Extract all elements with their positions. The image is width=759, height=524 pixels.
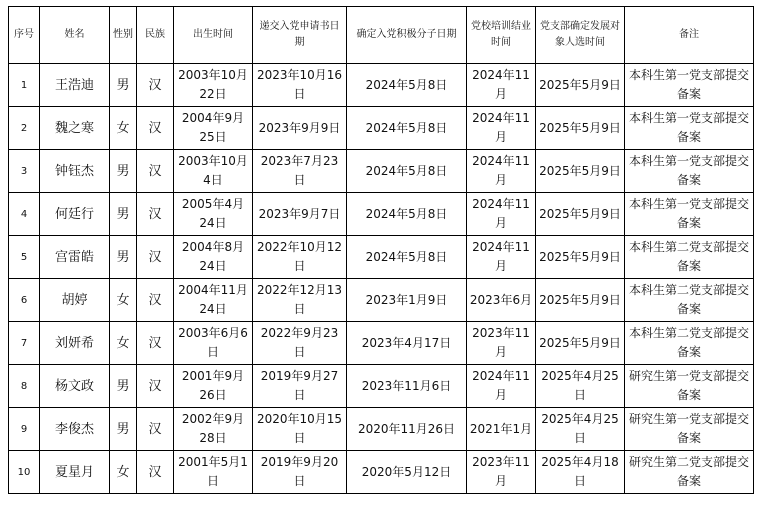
table-row	[9, 107, 754, 150]
cell-note: 本科生第一党支部提交备案	[625, 150, 754, 193]
cell-birth-date: 2003年10月22日	[174, 64, 253, 107]
table-header	[9, 7, 754, 64]
cell-training-date: 2024年11月	[467, 150, 536, 193]
cell-activist-date: 2023年4月17日	[347, 322, 467, 365]
cell-birth-date: 2001年9月26日	[174, 365, 253, 408]
table-row	[9, 322, 754, 365]
cell-application-date: 2019年9月27日	[253, 365, 347, 408]
cell-training-date: 2024年11月	[467, 64, 536, 107]
cell-birth-date: 2003年10月4日	[174, 150, 253, 193]
cell-name: 何廷行	[40, 193, 110, 236]
cell-ethnicity: 汉	[137, 193, 174, 236]
cell-note: 本科生第一党支部提交备案	[625, 107, 754, 150]
cell-development-date: 2025年5月9日	[536, 322, 625, 365]
cell-development-date: 2025年5月9日	[536, 236, 625, 279]
cell-index: 1	[9, 64, 40, 107]
cell-activist-date: 2024年5月8日	[347, 107, 467, 150]
cell-gender: 女	[110, 451, 137, 494]
cell-birth-date: 2005年4月24日	[174, 193, 253, 236]
cell-application-date: 2022年12月13日	[253, 279, 347, 322]
cell-training-date: 2023年11月	[467, 322, 536, 365]
cell-name: 魏之寒	[40, 107, 110, 150]
header-activist: 确定入党积极分子日期	[347, 7, 467, 64]
cell-name: 王浩迪	[40, 64, 110, 107]
cell-activist-date: 2024年5月8日	[347, 150, 467, 193]
cell-birth-date: 2002年9月28日	[174, 408, 253, 451]
table-row	[9, 193, 754, 236]
cell-activist-date: 2020年5月12日	[347, 451, 467, 494]
cell-application-date: 2023年10月16日	[253, 64, 347, 107]
cell-note: 本科生第二党支部提交备案	[625, 322, 754, 365]
cell-name: 李俊杰	[40, 408, 110, 451]
cell-activist-date: 2020年11月26日	[347, 408, 467, 451]
header-name: 姓名	[40, 7, 110, 64]
cell-index: 3	[9, 150, 40, 193]
cell-ethnicity: 汉	[137, 279, 174, 322]
cell-index: 8	[9, 365, 40, 408]
cell-note: 研究生第二党支部提交备案	[625, 451, 754, 494]
cell-application-date: 2019年9月20日	[253, 451, 347, 494]
cell-index: 2	[9, 107, 40, 150]
cell-training-date: 2024年11月	[467, 107, 536, 150]
header-training: 党校培训结业时间	[467, 7, 536, 64]
cell-name: 夏星月	[40, 451, 110, 494]
cell-gender: 男	[110, 64, 137, 107]
cell-application-date: 2023年9月7日	[253, 193, 347, 236]
cell-application-date: 2023年7月23日	[253, 150, 347, 193]
table-row	[9, 408, 754, 451]
cell-development-date: 2025年4月18日	[536, 451, 625, 494]
cell-ethnicity: 汉	[137, 64, 174, 107]
cell-development-date: 2025年5月9日	[536, 279, 625, 322]
cell-training-date: 2024年11月	[467, 236, 536, 279]
table-row	[9, 64, 754, 107]
cell-training-date: 2023年6月	[467, 279, 536, 322]
cell-birth-date: 2004年8月24日	[174, 236, 253, 279]
cell-training-date: 2024年11月	[467, 365, 536, 408]
cell-ethnicity: 汉	[137, 107, 174, 150]
cell-development-date: 2025年4月25日	[536, 365, 625, 408]
cell-application-date: 2022年10月12日	[253, 236, 347, 279]
table-row	[9, 150, 754, 193]
cell-activist-date: 2024年5月8日	[347, 64, 467, 107]
cell-activist-date: 2023年11月6日	[347, 365, 467, 408]
table-row	[9, 451, 754, 494]
cell-development-date: 2025年5月9日	[536, 107, 625, 150]
cell-gender: 男	[110, 193, 137, 236]
cell-note: 本科生第二党支部提交备案	[625, 236, 754, 279]
cell-gender: 男	[110, 408, 137, 451]
cell-training-date: 2023年11月	[467, 451, 536, 494]
cell-gender: 女	[110, 279, 137, 322]
cell-index: 9	[9, 408, 40, 451]
cell-index: 5	[9, 236, 40, 279]
cell-gender: 男	[110, 365, 137, 408]
table-row	[9, 279, 754, 322]
cell-gender: 女	[110, 322, 137, 365]
header-gender: 性别	[110, 7, 137, 64]
cell-ethnicity: 汉	[137, 322, 174, 365]
cell-birth-date: 2001年5月1日	[174, 451, 253, 494]
roster-table	[8, 6, 754, 494]
header-note: 备注	[625, 7, 754, 64]
header-application: 递交入党申请书日期	[253, 7, 347, 64]
cell-application-date: 2022年9月23日	[253, 322, 347, 365]
cell-index: 7	[9, 322, 40, 365]
header-index: 序号	[9, 7, 40, 64]
cell-note: 本科生第一党支部提交备案	[625, 193, 754, 236]
cell-ethnicity: 汉	[137, 150, 174, 193]
cell-birth-date: 2004年9月25日	[174, 107, 253, 150]
table-body	[9, 64, 754, 494]
cell-name: 胡婷	[40, 279, 110, 322]
cell-ethnicity: 汉	[137, 451, 174, 494]
cell-training-date: 2021年1月	[467, 408, 536, 451]
cell-index: 4	[9, 193, 40, 236]
cell-ethnicity: 汉	[137, 408, 174, 451]
cell-index: 10	[9, 451, 40, 494]
cell-note: 本科生第一党支部提交备案	[625, 64, 754, 107]
cell-application-date: 2023年9月9日	[253, 107, 347, 150]
cell-development-date: 2025年5月9日	[536, 150, 625, 193]
cell-gender: 女	[110, 107, 137, 150]
cell-gender: 男	[110, 236, 137, 279]
table-row	[9, 236, 754, 279]
cell-development-date: 2025年5月9日	[536, 193, 625, 236]
cell-name: 钟钰杰	[40, 150, 110, 193]
table-row	[9, 365, 754, 408]
cell-birth-date: 2004年11月24日	[174, 279, 253, 322]
cell-development-date: 2025年5月9日	[536, 64, 625, 107]
cell-activist-date: 2024年5月8日	[347, 193, 467, 236]
header-development: 党支部确定发展对象人选时间	[536, 7, 625, 64]
cell-birth-date: 2003年6月6日	[174, 322, 253, 365]
cell-development-date: 2025年4月25日	[536, 408, 625, 451]
cell-activist-date: 2024年5月8日	[347, 236, 467, 279]
header-birth: 出生时间	[174, 7, 253, 64]
cell-gender: 男	[110, 150, 137, 193]
cell-ethnicity: 汉	[137, 236, 174, 279]
cell-note: 研究生第一党支部提交备案	[625, 365, 754, 408]
cell-name: 杨文政	[40, 365, 110, 408]
cell-ethnicity: 汉	[137, 365, 174, 408]
cell-activist-date: 2023年1月9日	[347, 279, 467, 322]
cell-note: 本科生第二党支部提交备案	[625, 279, 754, 322]
cell-note: 研究生第一党支部提交备案	[625, 408, 754, 451]
cell-training-date: 2024年11月	[467, 193, 536, 236]
cell-application-date: 2020年10月15日	[253, 408, 347, 451]
cell-name: 刘妍希	[40, 322, 110, 365]
cell-name: 宫雷皓	[40, 236, 110, 279]
header-row	[9, 7, 754, 64]
cell-index: 6	[9, 279, 40, 322]
header-ethnicity: 民族	[137, 7, 174, 64]
